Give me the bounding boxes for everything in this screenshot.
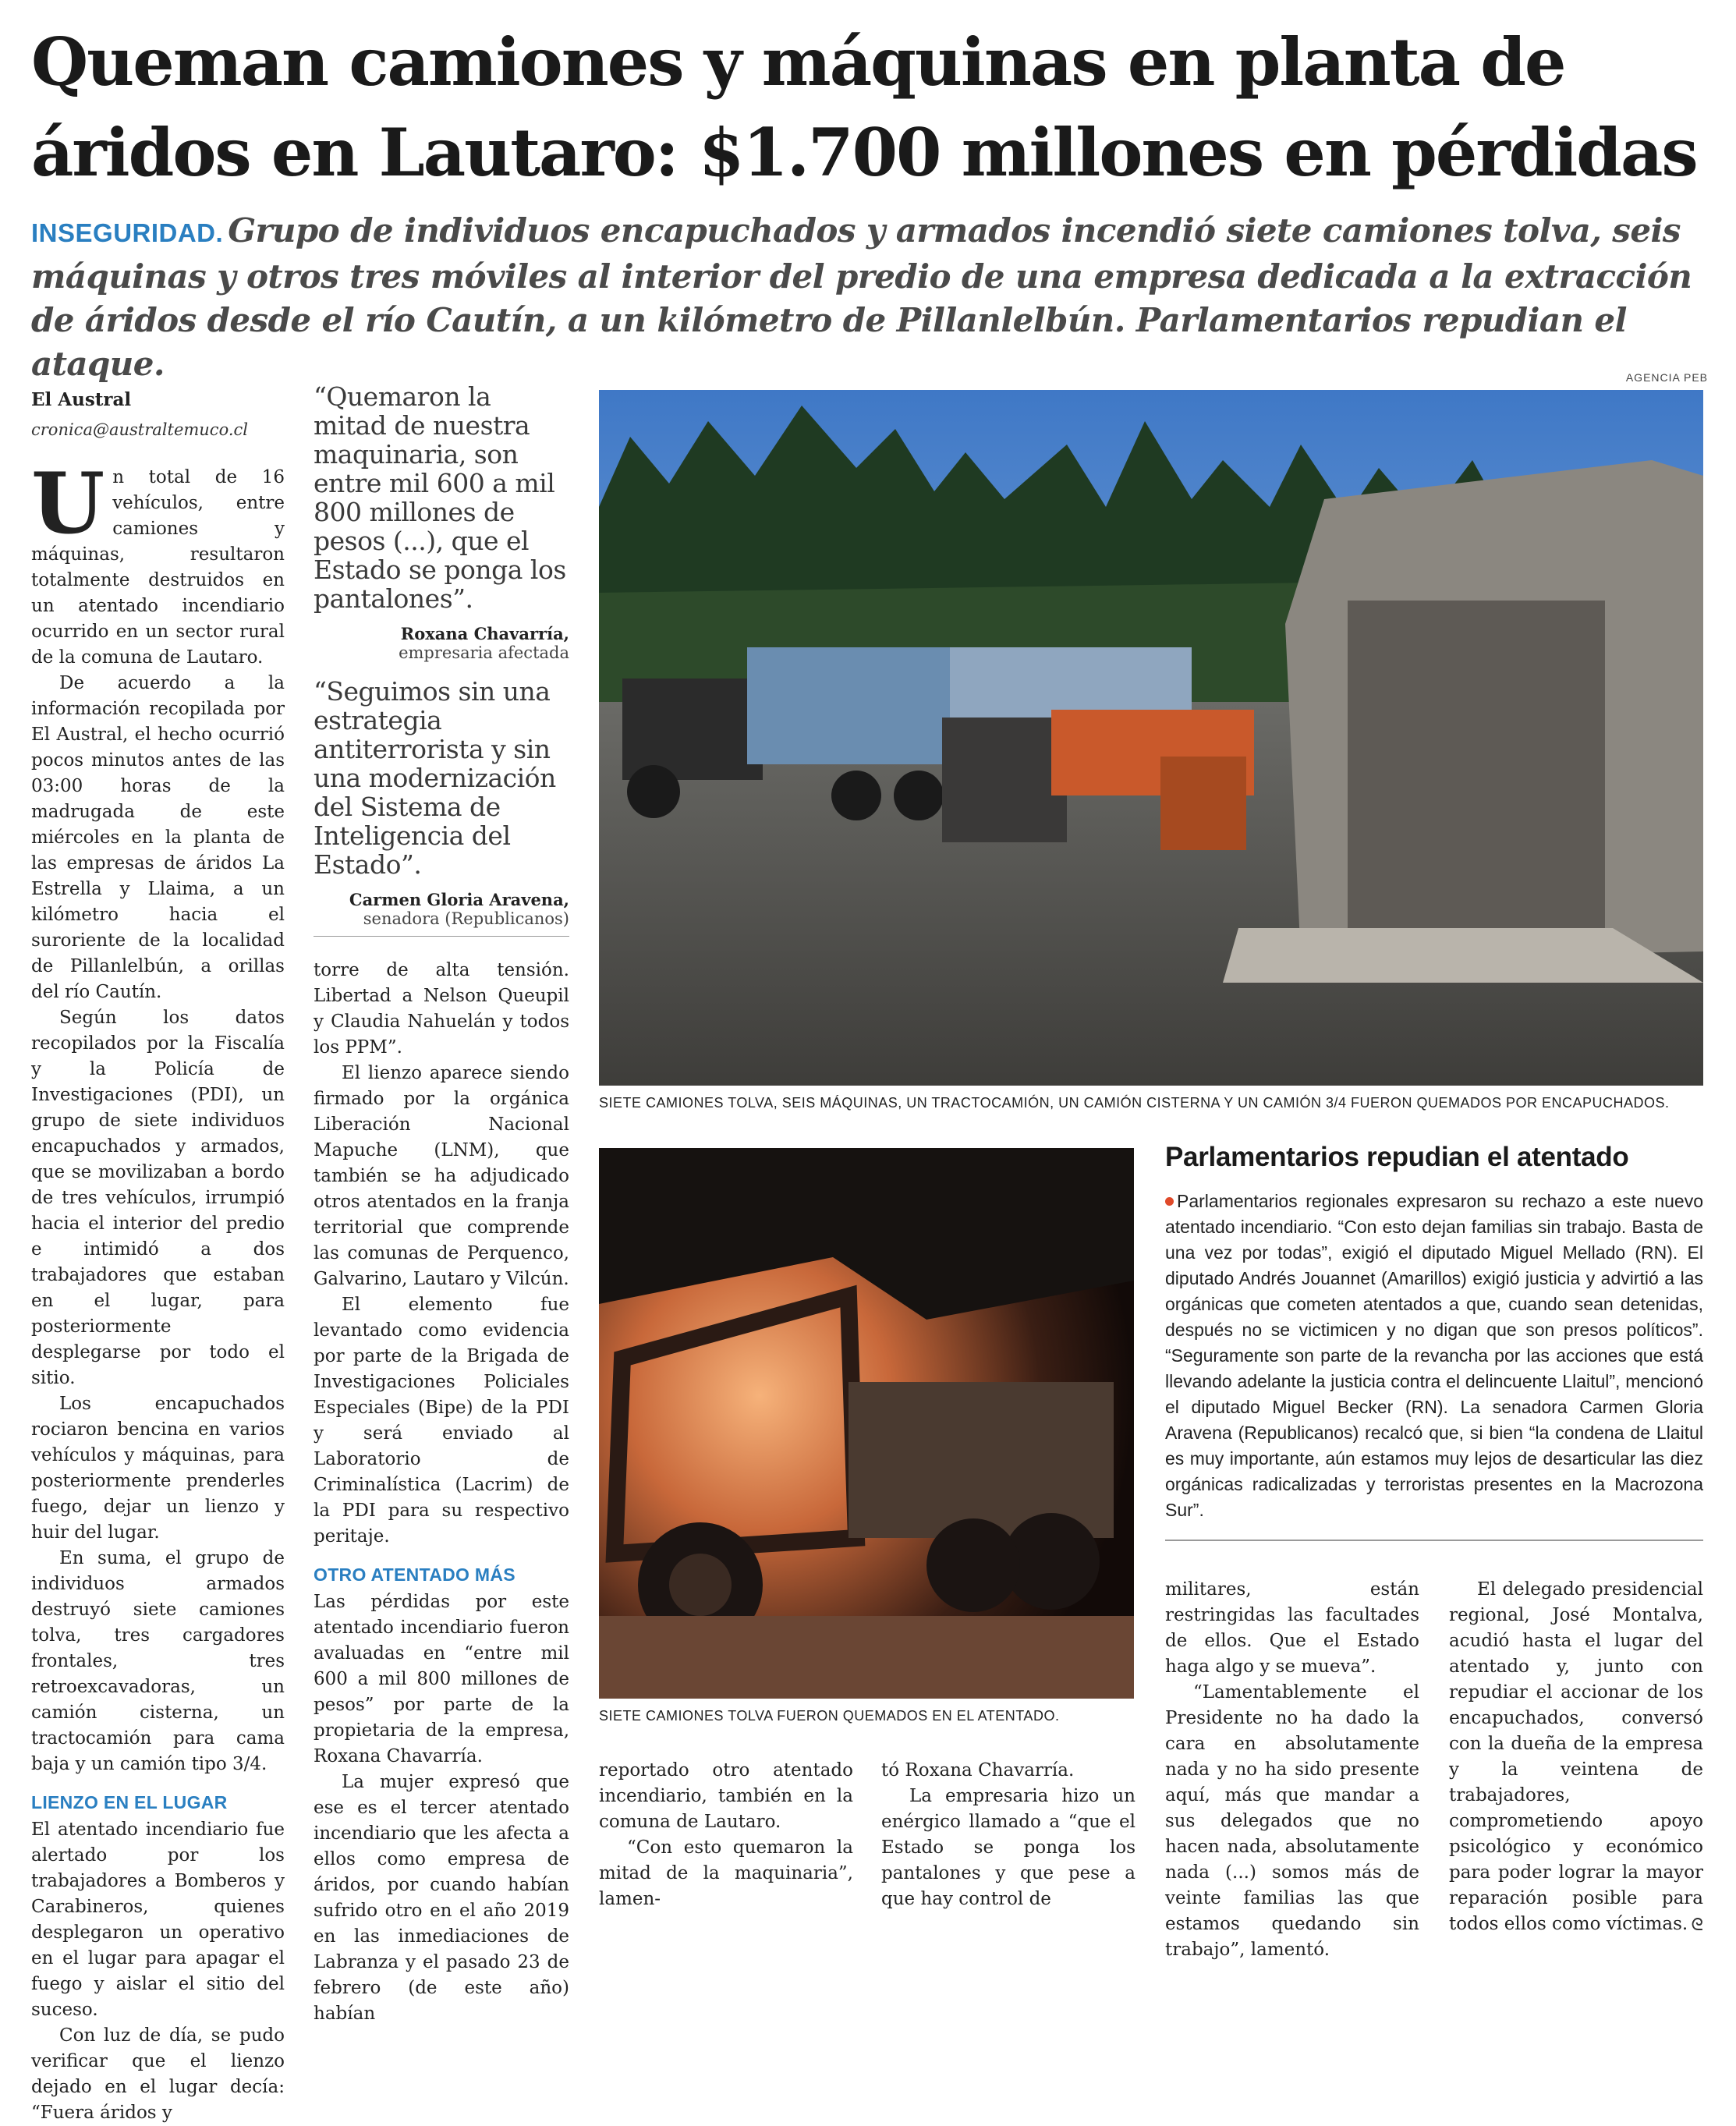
quote-role: senadora (Republicanos) [363,909,569,928]
paragraph: Según los datos recopilados por la Fiscalía y la Policía de Investigaciones (PDI), un grupo de siete individuos encapuchados y armados, que se movilizaban a bordo de tres vehículos, irrumpió hacia el interior del predio e intimidó a dos trabajadores que estaban en el lugar, para posteriormente desplegarse por todo el sitio. [31,1008,285,1388]
photo-credit: AGENCIA PEB [1625,371,1708,384]
sidebar-rule [1165,1540,1703,1541]
paragraph: De acuerdo a la información recopilada por El Austral, el hecho ocurrió pocos minutos antes de las 03:00 horas de la madrugada de este miércoles en la planta de las empresas de áridos La Estrella y Llaima, a un kilómetro hacia el suroriente de la localidad de Pillanlelbún, a orillas del río Cautín. [31,673,285,1002]
bullet-icon [1165,1197,1174,1206]
paragraph: El atentado incendiario fue alertado por los trabajadores a Bomberos y Carabineros, quienes desplegaron un operativo en el lugar para apagar el fuego y aislar el sitio del suceso. [31,1820,285,2020]
deck [31,209,1708,386]
photo-caption-1: SIETE CAMIONES TOLVA, SEIS MÁQUINAS, UN TRACTOCAMIÓN, UN CAMIÓN CISTERNA Y UN CAMIÓN 3/4 FUERON QUEMADOS POR ENCAPUCHADOS. [599,1095,1670,1111]
column-6 [1449,1577,1703,1938]
subheading-otro-atentado: OTRO ATENTADO MÁS [314,1564,515,1585]
paragraph: Con luz de día, se pudo verificar que el lienzo dejado en el lugar decía: “Fuera áridos y [31,2025,285,2123]
paragraph: Los encapuchados rociaron bencina en varios vehículos y máquinas, para posteriormente prenderles fuego, dejar un lienzo y huir del lugar. [31,1394,285,1543]
photo-burned-trucks [599,390,1703,1086]
paragraph: El delegado presidencial regional, José Montalva, acudió hasta el lugar del atentado y, junto con repudiar el accionar de los encapuchados, conversó con la dueña de la empresa y la veintena de trabajadores, comprometiendo apoyo psicológico y económico para poder lograr la mayor reparación posible para todos ellos como víctimas. [1449,1579,1703,1934]
drop-cap: U [31,455,105,553]
paragraph: torre de alta tensión. Libertad a Nelson Queupil y Claudia Nahuelán y todos los PPM”. [314,960,569,1058]
pull-quote-1 [314,382,569,662]
divider [314,936,569,937]
headline: Queman camiones y máquinas en planta de áridos en Lautaro: $1.700 millones en pérdidas [31,23,1697,191]
paragraph: El lienzo aparece siendo firmado por la orgánica Liberación Nacional Mapuche (LNM), que también se ha adjudicado otros atentados en la franja territorial que comprende las comunas de Perquenco, Galvarino, Lautaro y Vilcún. [314,1063,569,1289]
paragraph: La empresaria hizo un enérgico llamado a “que el Estado se ponga los pantalones y que pese a que hay control de [881,1786,1135,1909]
paragraph: La mujer expresó que ese es el tercer atentado incendiario que les afecta a ellos como empresa de áridos, por cuando habían sufrido otro en el año 2019 en las inmediaciones de Labranza y el pasado 23 de febrero (de este año) habían [314,1772,569,2024]
byline-email[interactable]: cronica@australtemuco.cl [31,420,248,439]
column-4 [881,1758,1135,1912]
paragraph: “Lamentablemente el Presidente no ha dado la cara en absolutamente nada y no ha sido presente aquí, más que mandar a sus delegados que no hacen nada, absolutamente nada (...) somos más de veinte familias las que estamos quedando sin trabajo”, lamentó. [1165,1682,1419,1960]
sidebar-title: Parlamentarios repudian el atentado [1165,1142,1629,1172]
paragraph: “Con esto quemaron la mitad de la maquinaria”, lamen- [599,1837,853,1909]
column-1 [31,387,285,2126]
column-5 [1165,1577,1419,1963]
quote-role: empresaria afectada [399,643,569,662]
end-mark-icon: ᘓ [1691,1915,1703,1935]
paragraph: En suma, el grupo de individuos armados destruyó siete camiones tolva, tres cargadores frontales, tres retroexcavadoras, un camión cisterna, un tractocamión para cama baja y un camión tipo 3/4. [31,1548,285,1774]
photo-fire-truck [599,1148,1134,1699]
paragraph: tó Roxana Chavarría. [881,1760,1075,1781]
paragraph: Un total de 16 vehículos, entre camiones y máquinas, resultaron totalmente destruidos en un atentado incendiario ocurrido en un sector rural de la comuna de Lautaro. [31,455,285,668]
quote-text: “Quemaron la mitad de nuestra maquinaria, son entre mil 600 a mil 800 millones de pesos (...), que el Estado se ponga los pantalones”. [314,381,566,614]
subheading-lienzo: LIENZO EN EL LUGAR [31,1792,228,1812]
quote-author: Roxana Chavarría, [400,624,569,643]
quote-author: Carmen Gloria Aravena, [349,890,569,909]
photo-caption-2: SIETE CAMIONES TOLVA FUERON QUEMADOS EN EL ATENTADO. [599,1708,1060,1724]
paragraph: reportado otro atentado incendiario, también en la comuna de Lautaro. [599,1760,853,1832]
paragraph: El elemento fue levantado como evidencia por parte de la Brigada de Investigaciones Policiales Especiales (Bipe) de la PDI y será enviado al Laboratorio de Criminalística (Lacrim) de la PDI para su respectivo peritaje. [314,1295,569,1547]
paragraph: Las pérdidas por este atentado incendiario fueron avaluadas en “entre mil 600 a mil 800 millones de pesos” por parte de la propietaria de la empresa, Roxana Chavarría. [314,1592,569,1766]
pull-quote-2 [314,677,569,928]
column-2 [314,958,569,2027]
sidebar-text: Parlamentarios regionales expresaron su rechazo a este nuevo atentado incendiario. “Con esto dejan familias sin trabajo. Basta de una vez por todas”, exigió el diputado Miguel Mellado (RN). El diputado Andrés Jouannet (Amarillos) exigió justicia y advirtió a las orgánicas que cometen atentados a que, cuando sean detenidas, después no se victimicen y no digan que son presos políticos”. “Seguramente son parte de la revancha por las acciones que está llevando adelante la justicia contra el delincuente Llaitul”, mencionó el diputado Miguel Becker (RN). La senadora Carmen Gloria Aravena (Republicanos) recalcó que, si bien “la condena de Llaitul es muy importante, aún estamos muy lejos de desarticular las diez orgánicas radicalizadas y terroristas presentes en la Macrozona Sur”. [1165,1191,1703,1520]
deck-kicker: INSEGURIDAD. [31,218,224,247]
quote-text: “Seguimos sin una estrategia antiterrorista y sin una modernización del Sistema de Inteligencia del Estado”. [314,676,556,880]
byline-name: El Austral [31,389,132,410]
paragraph: militares, están restringidas las facultades de ellos. Que el Estado haga algo y se mueva”. [1165,1579,1419,1677]
column-3 [599,1758,853,1912]
deck-text: Grupo de individuos encapuchados y armados incendió siete camiones tolva, seis máquinas y otros tres móviles al interior del predio de una empresa dedicada a la extracción de áridos desde el río Cautín, a un kilómetro de Pillanlelbún. Parlamentarios repudian el ataque. [31,211,1692,383]
